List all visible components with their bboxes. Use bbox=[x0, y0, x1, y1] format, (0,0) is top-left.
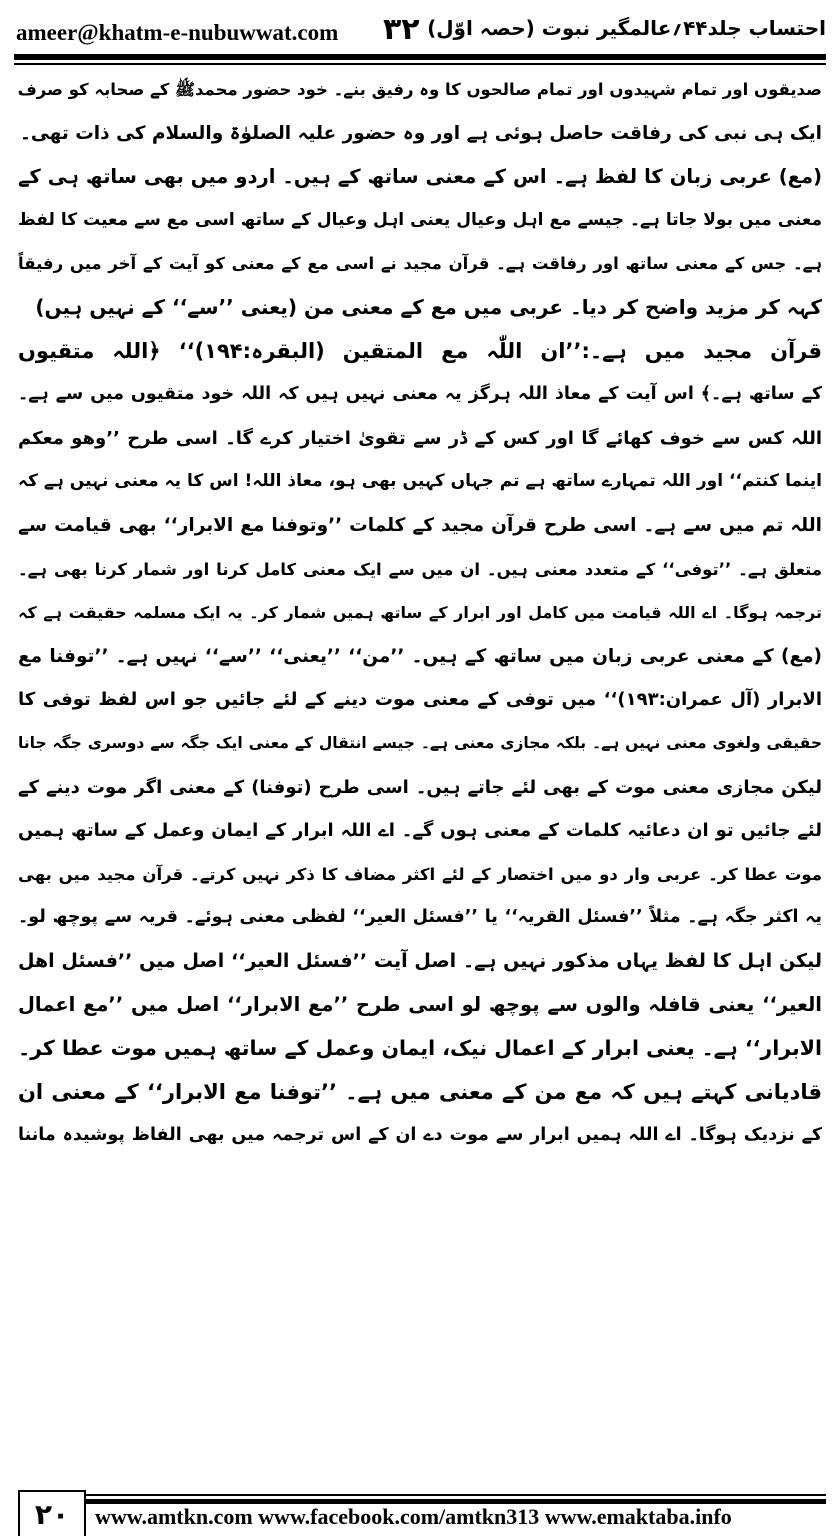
body-line: معنی میں بولا جاتا ہے۔ جیسے مع اہل وعیال یعنی اہل وعیال کے ساتھ اسی مع سے معیت کا لفظ bbox=[18, 209, 822, 230]
body-line: الابرار (آل عمران:۱۹۳)‘‘ میں توفی کے معنی موت دینے کے لئے جائیں جو اس لفظ توفی کا bbox=[18, 689, 822, 711]
body-line: لیکن مجازی معنی موت کے بھی لئے جاتے ہیں۔ اسی طرح (توفنا) کے معنی اگر موت دینے کے bbox=[18, 776, 822, 798]
body-line: لئے جائیں تو ان دعائیہ کلمات کے معنی ہوں گے۔ اے اللہ ابرار کے ایمان وعمل کے ساتھ ہمیں bbox=[18, 820, 822, 842]
header-page-number: ۳۲ bbox=[383, 12, 420, 47]
body-line: کے نزدیک ہوگا۔ اے اللہ ہمیں ابرار سے موت دے ان کے اس ترجمہ میں بھی الفاظ پوشیدہ ماننا bbox=[18, 1125, 822, 1146]
body-line: (مع) عربی زبان کا لفظ ہے۔ اس کے معنی ساتھ کے ہیں۔ اردو میں بھی ساتھ ہی کے bbox=[18, 165, 822, 189]
body-text bbox=[18, 68, 822, 1463]
body-line: ترجمہ ہوگا۔ اے اللہ قیامت میں کامل اور ابرار کے ساتھ ہمیں شمار کر۔ یہ ایک مسلمہ حقیقت ہے کہ bbox=[18, 603, 822, 623]
footer-rule-thin bbox=[84, 1494, 826, 1496]
body-line: قادیانی کہتے ہیں کہ مع من کے معنی میں ہے۔ ’’توفنا مع الابرار‘‘ کے معنی ان bbox=[18, 1079, 822, 1104]
body-line: الابرار‘‘ ہے۔ یعنی ابرار کے اعمال نیک، ایمان وعمل کے ساتھ ہمیں موت عطا کر۔ bbox=[18, 1036, 822, 1061]
header-book-title: احتساب جلد۴۴؍عالمگیر نبوت (حصہ اوّل) bbox=[427, 16, 826, 40]
body-line: حقیقی ولغوی معنی نہیں ہے۔ بلکہ مجازی معنی ہے۔ جیسے انتقال کے معنی ایک جگہ سے دوسری جگہ جانا bbox=[18, 733, 822, 752]
body-line: کے ساتھ ہے۔﴾ اس آیت کے معاذ اللہ ہرگز یہ معنی نہیں ہیں کہ اللہ خود متقیوں میں سے ہے۔ bbox=[18, 384, 822, 405]
body-line: (مع) کے معنی عربی زبان میں ساتھ کے ہیں۔ ’’من‘‘ ’’یعنی‘‘ ’’سے‘‘ نہیں ہے۔ ’’توفنا مع bbox=[18, 645, 822, 667]
header-rule-thick bbox=[14, 54, 826, 60]
body-line: العیر‘‘ یعنی قافلہ والوں سے پوچھ لو اسی طرح ’’مع الابرار‘‘ اصل میں ’’مع اعمال bbox=[18, 993, 822, 1017]
body-line: اینما کنتم‘‘ اور اللہ تمہارے ساتھ ہے تم جہاں کہیں بھی ہو، معاذ اللہ! اس کا یہ معنی نہیں ہے کہ bbox=[18, 471, 822, 492]
page-footer bbox=[0, 1490, 840, 1540]
body-line: موت عطا کر۔ عربی وار دو میں اختصار کے لئے اکثر مضاف کا ذکر نہیں کرتے۔ قرآن مجید میں بھی bbox=[18, 864, 822, 884]
body-line: ایک ہی نبی کی رفاقت حاصل ہوئی ہے اور وہ حضور علیہ الصلوٰۃ والسلام کی ذات تھی۔ bbox=[20, 122, 822, 144]
body-line: ہے۔ جس کے معنی ساتھ اور رفاقت ہے۔ قرآن مجید نے اسی مع کے معنی کو آیت کے آخر میں رفیقاً bbox=[18, 254, 822, 274]
header-email: ameer@khatm-e-nubuwwat.com bbox=[16, 20, 339, 45]
body-line: صدیقوں اور تمام شہیدوں اور تمام صالحوں کا وہ رفیق بنے۔ خود حضور محمدﷺ کے صحابہ کو صرف bbox=[18, 80, 822, 99]
footer-page-number: ۲۰ bbox=[18, 1490, 86, 1536]
body-line: قرآن مجید میں ہے۔:’’ان اللّٰہ مع المتقین (البقرہ:۱۹۴)‘‘ ﴿اللہ متقیوں bbox=[18, 338, 822, 363]
body-line: متعلق ہے۔ ’’توفی‘‘ کے متعدد معنی ہیں۔ ان میں سے ایک معنی کامل کرنا اور شمار کرنا بھی ہے۔ bbox=[18, 559, 822, 579]
body-line: لیکن اہل کا لفظ یہاں مذکور نہیں ہے۔ اصل آیت ’’فسئل العیر‘‘ اصل میں ’’فسئل اھل bbox=[18, 949, 822, 972]
footer-urls: www.amtkn.com www.facebook.com/amtkn313 www.emaktaba.info bbox=[95, 1504, 732, 1529]
body-line: یہ اکثر جگہ ہے۔ مثلاً ’’فسئل القریہ‘‘ یا ’’فسئل العیر‘‘ لفظی معنی ہوئے۔ قریہ سے پوچھ لو۔ bbox=[18, 907, 822, 928]
body-line: اللہ کس سے خوف کھائے گا اور کس کے ڈر سے تقویٰ اختیار کرے گا۔ اسی طرح ’’وھو معکم bbox=[18, 427, 822, 449]
body-line: کہہ کر مزید واضح کر دیا۔ عربی میں مع کے معنی من (یعنی ’’سے‘‘ کے نہیں ہیں) bbox=[35, 294, 822, 319]
page-header bbox=[8, 10, 832, 50]
body-line: اللہ تم میں سے ہے۔ اسی طرح قرآن مجید کے کلمات ’’وتوفنا مع الابرار‘‘ بھی قیامت سے bbox=[18, 514, 822, 536]
header-rule-thin bbox=[14, 63, 826, 65]
